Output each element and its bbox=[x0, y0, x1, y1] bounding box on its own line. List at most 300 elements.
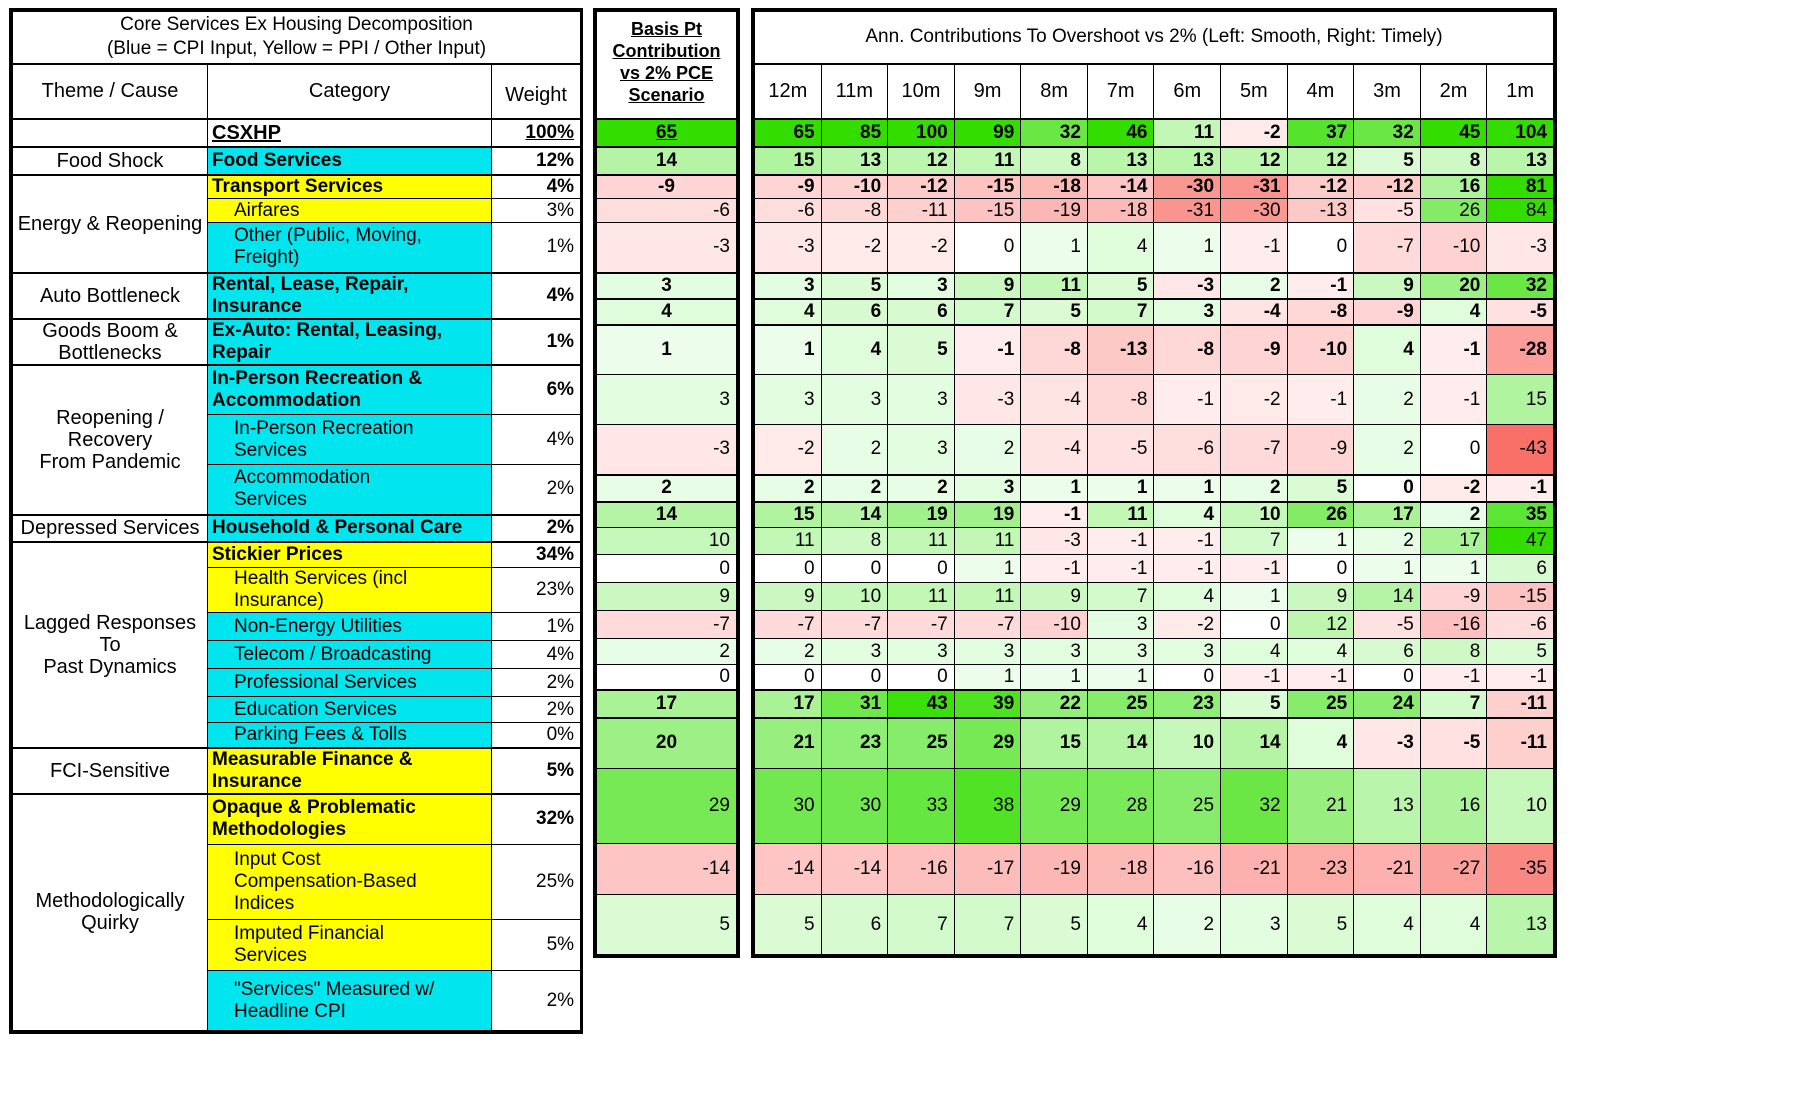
theme-cell: Food Shock bbox=[13, 147, 208, 175]
contribution-cell: 14 bbox=[1221, 718, 1288, 769]
text-line: Reopening / Recovery bbox=[56, 406, 164, 451]
contribution-cell: 6 bbox=[1487, 555, 1554, 583]
contribution-cell: 11 bbox=[954, 583, 1021, 611]
basis-point-cell: 10 bbox=[597, 528, 737, 555]
text-line: Services bbox=[234, 489, 307, 511]
contribution-cell: 3 bbox=[1154, 639, 1221, 665]
contribution-cell: 10 bbox=[1154, 718, 1221, 769]
text-line: Imputed Financial bbox=[234, 923, 384, 944]
contribution-cell: -9 bbox=[1221, 325, 1288, 375]
contribution-cell: -30 bbox=[1221, 199, 1288, 223]
contribution-cell: 3 bbox=[1021, 639, 1088, 665]
text-line: Other (Public, Moving, bbox=[234, 225, 422, 247]
contribution-cell: 4 bbox=[1087, 223, 1154, 273]
contribution-cell: -15 bbox=[954, 175, 1021, 199]
category-cell: Education Services bbox=[208, 697, 492, 723]
period-header: 1m bbox=[1487, 64, 1554, 119]
contribution-cell: 9 bbox=[1287, 583, 1354, 611]
contribution-cell: -1 bbox=[1221, 555, 1288, 583]
basis-point-cell: 65 bbox=[597, 119, 737, 147]
contribution-cell: 0 bbox=[821, 665, 888, 690]
table-row bbox=[597, 639, 737, 665]
contribution-cell: 10 bbox=[821, 583, 888, 611]
contribution-cell: 14 bbox=[821, 502, 888, 528]
table-row bbox=[755, 273, 1554, 299]
contribution-cell: 14 bbox=[1087, 718, 1154, 769]
theme-cell: Depressed Services bbox=[13, 515, 208, 542]
theme-header: Theme / Cause bbox=[13, 64, 208, 119]
category-cell: Professional Services bbox=[208, 669, 492, 697]
contribution-cell: 5 bbox=[1087, 273, 1154, 299]
contribution-cell: 8 bbox=[1420, 147, 1487, 175]
contribution-cell: 23 bbox=[1154, 690, 1221, 718]
contribution-cell: 1 bbox=[1221, 583, 1288, 611]
text-line: In-Person Recreation bbox=[234, 417, 414, 439]
header-line: Contribution bbox=[612, 41, 721, 61]
contribution-cell: 65 bbox=[755, 119, 822, 147]
category-cell bbox=[208, 415, 492, 465]
weight-cell: 2% bbox=[492, 697, 581, 723]
period-header: 11m bbox=[821, 64, 888, 119]
contribution-cell: 19 bbox=[888, 502, 955, 528]
table-row bbox=[13, 119, 581, 147]
basis-point-cell: 14 bbox=[597, 147, 737, 175]
contribution-cell: -6 bbox=[1487, 611, 1554, 639]
table-row bbox=[597, 223, 737, 273]
contribution-cell: 4 bbox=[1087, 895, 1154, 955]
period-header: 12m bbox=[755, 64, 822, 119]
contribution-cell: -5 bbox=[1087, 425, 1154, 475]
contribution-cell: -2 bbox=[1221, 375, 1288, 425]
weight-cell: 1% bbox=[492, 319, 581, 365]
table-row bbox=[755, 119, 1554, 147]
text-line: Services bbox=[234, 439, 307, 461]
contribution-cell: -1 bbox=[1287, 665, 1354, 690]
contribution-cell: 2 bbox=[954, 425, 1021, 475]
text-line: Accommodation bbox=[234, 467, 371, 489]
table-row bbox=[13, 515, 581, 542]
contribution-cell: -1 bbox=[1221, 223, 1288, 273]
contribution-cell: 29 bbox=[954, 718, 1021, 769]
contribution-cell: 5 bbox=[1287, 895, 1354, 955]
table-row bbox=[755, 528, 1554, 555]
contribution-cell: 13 bbox=[1487, 147, 1554, 175]
text-line: Methodologies bbox=[212, 819, 347, 841]
category-cell bbox=[208, 920, 492, 971]
text-line: From Pandemic bbox=[39, 450, 181, 473]
contribution-cell: -13 bbox=[1287, 199, 1354, 223]
text-line: Past Dynamics bbox=[43, 655, 177, 678]
basis-point-cell: 5 bbox=[597, 895, 737, 955]
table-row bbox=[755, 844, 1554, 895]
contribution-cell: -12 bbox=[1287, 175, 1354, 199]
basis-point-cell: 14 bbox=[597, 502, 737, 528]
contribution-cell: 25 bbox=[888, 718, 955, 769]
contribution-cell: 22 bbox=[1021, 690, 1088, 718]
text-line: "Services" Measured w/ bbox=[234, 978, 435, 1000]
basis-point-cell: -6 bbox=[597, 199, 737, 223]
weight-cell: 4% bbox=[492, 175, 581, 199]
contribution-cell: 4 bbox=[755, 299, 822, 325]
table-row bbox=[13, 147, 581, 175]
contribution-cell: 3 bbox=[1087, 611, 1154, 639]
weight-cell: 2% bbox=[492, 515, 581, 542]
weight-cell: 23% bbox=[492, 568, 581, 613]
contribution-cell: 30 bbox=[821, 769, 888, 844]
contribution-cell: -15 bbox=[954, 199, 1021, 223]
period-header: 6m bbox=[1154, 64, 1221, 119]
contribution-cell: 10 bbox=[1221, 502, 1288, 528]
table-row bbox=[13, 273, 581, 319]
contribution-cell: 81 bbox=[1487, 175, 1554, 199]
contribution-cell: 7 bbox=[1221, 528, 1288, 555]
category-cell: CSXHP bbox=[208, 119, 492, 147]
contribution-cell: 4 bbox=[1354, 895, 1421, 955]
contribution-cell: 0 bbox=[1354, 665, 1421, 690]
table-row bbox=[755, 665, 1554, 690]
table-row bbox=[755, 223, 1554, 273]
contribution-cell: -5 bbox=[1354, 611, 1421, 639]
category-cell bbox=[208, 845, 492, 920]
contribution-cell: -3 bbox=[954, 375, 1021, 425]
contribution-cell: 3 bbox=[954, 639, 1021, 665]
contributions-panel bbox=[751, 8, 1557, 958]
contribution-cell: 2 bbox=[821, 475, 888, 502]
weight-cell: 0% bbox=[492, 723, 581, 748]
table-row bbox=[597, 718, 737, 769]
contribution-cell: -6 bbox=[1154, 425, 1221, 475]
basis-point-cell: 3 bbox=[597, 273, 737, 299]
contribution-cell: 4 bbox=[1154, 583, 1221, 611]
contribution-cell: 17 bbox=[755, 690, 822, 718]
contribution-cell: -1 bbox=[1487, 665, 1554, 690]
contribution-cell: -8 bbox=[1021, 325, 1088, 375]
contribution-cell: -10 bbox=[1287, 325, 1354, 375]
weight-cell: 4% bbox=[492, 415, 581, 465]
contribution-cell: -1 bbox=[1487, 475, 1554, 502]
contribution-cell: 35 bbox=[1487, 502, 1554, 528]
basis-point-table bbox=[596, 11, 737, 955]
contribution-cell: 32 bbox=[1354, 119, 1421, 147]
contribution-cell: -13 bbox=[1087, 325, 1154, 375]
contribution-cell: 38 bbox=[954, 769, 1021, 844]
contribution-cell: 0 bbox=[755, 555, 822, 583]
contribution-cell: -17 bbox=[954, 844, 1021, 895]
table-row bbox=[597, 844, 737, 895]
contribution-cell: -8 bbox=[821, 199, 888, 223]
table-row bbox=[13, 365, 581, 415]
text-line: Quirky bbox=[81, 912, 139, 935]
contribution-cell: 25 bbox=[1287, 690, 1354, 718]
contribution-cell: 5 bbox=[1021, 895, 1088, 955]
theme-cell bbox=[13, 365, 208, 515]
contribution-cell: 99 bbox=[954, 119, 1021, 147]
contribution-cell: -1 bbox=[1087, 555, 1154, 583]
theme-cell: Auto Bottleneck bbox=[13, 273, 208, 319]
contribution-cell: -1 bbox=[1154, 528, 1221, 555]
contribution-cell: -6 bbox=[755, 199, 822, 223]
contribution-cell: 4 bbox=[1287, 718, 1354, 769]
weight-cell: 100% bbox=[492, 119, 581, 147]
contribution-cell: -2 bbox=[755, 425, 822, 475]
theme-cell: Goods Boom & Bottlenecks bbox=[13, 319, 208, 365]
contribution-cell: 11 bbox=[888, 583, 955, 611]
basis-point-cell: -14 bbox=[597, 844, 737, 895]
contribution-cell: 7 bbox=[1420, 690, 1487, 718]
contribution-cell: -8 bbox=[1154, 325, 1221, 375]
contribution-cell: 21 bbox=[755, 718, 822, 769]
contribution-cell: 100 bbox=[888, 119, 955, 147]
contribution-cell: 32 bbox=[1221, 769, 1288, 844]
contribution-cell: 29 bbox=[1021, 769, 1088, 844]
table-row bbox=[755, 475, 1554, 502]
table-row bbox=[597, 175, 737, 199]
header-line: Scenario bbox=[628, 85, 705, 105]
contribution-cell: 8 bbox=[1420, 639, 1487, 665]
basis-point-cell: 4 bbox=[597, 299, 737, 325]
contribution-cell: 5 bbox=[1354, 147, 1421, 175]
decomposition-table bbox=[12, 11, 581, 1031]
contribution-cell: 0 bbox=[888, 665, 955, 690]
contribution-cell: 0 bbox=[1287, 555, 1354, 583]
contribution-cell: -14 bbox=[755, 844, 822, 895]
contribution-cell: 17 bbox=[1420, 528, 1487, 555]
contribution-cell: 3 bbox=[821, 375, 888, 425]
contribution-cell: 0 bbox=[954, 223, 1021, 273]
category-header: Category bbox=[208, 64, 492, 119]
category-cell: Health Services (incl Insurance) bbox=[208, 568, 492, 613]
basis-point-cell: -3 bbox=[597, 425, 737, 475]
contribution-cell: 5 bbox=[1487, 639, 1554, 665]
contribution-cell: -2 bbox=[888, 223, 955, 273]
basis-point-panel bbox=[593, 8, 740, 958]
contribution-cell: 4 bbox=[1154, 502, 1221, 528]
weight-cell: 5% bbox=[492, 748, 581, 794]
contribution-cell: 9 bbox=[1354, 273, 1421, 299]
contribution-cell: 16 bbox=[1420, 175, 1487, 199]
contribution-cell: -7 bbox=[954, 611, 1021, 639]
contribution-cell: 1 bbox=[954, 665, 1021, 690]
contribution-cell: -1 bbox=[1420, 375, 1487, 425]
basis-point-cell: 20 bbox=[597, 718, 737, 769]
contribution-cell: 85 bbox=[821, 119, 888, 147]
basis-point-header bbox=[597, 12, 737, 119]
contribution-cell: -12 bbox=[1354, 175, 1421, 199]
weight-cell: 3% bbox=[492, 199, 581, 223]
contribution-cell: 8 bbox=[1021, 147, 1088, 175]
table-row bbox=[755, 299, 1554, 325]
table-row bbox=[13, 319, 581, 365]
category-cell bbox=[208, 971, 492, 1031]
header-line: vs 2% PCE bbox=[619, 63, 714, 83]
contribution-cell: 4 bbox=[1287, 639, 1354, 665]
contribution-cell: 8 bbox=[821, 528, 888, 555]
contribution-cell: 20 bbox=[1420, 273, 1487, 299]
weight-cell: 2% bbox=[492, 669, 581, 697]
contribution-cell: -8 bbox=[1087, 375, 1154, 425]
contribution-cell: 21 bbox=[1287, 769, 1354, 844]
contribution-cell: 1 bbox=[1021, 475, 1088, 502]
basis-point-cell: 2 bbox=[597, 475, 737, 502]
table-row bbox=[597, 147, 737, 175]
contribution-cell: 9 bbox=[755, 583, 822, 611]
contribution-cell: -14 bbox=[1087, 175, 1154, 199]
contribution-cell: 13 bbox=[821, 147, 888, 175]
contribution-cell: -16 bbox=[888, 844, 955, 895]
category-cell: Food Services bbox=[208, 147, 492, 175]
contribution-cell: 4 bbox=[1354, 325, 1421, 375]
contribution-cell: 47 bbox=[1487, 528, 1554, 555]
table-row bbox=[755, 895, 1554, 955]
contribution-cell: 24 bbox=[1354, 690, 1421, 718]
contribution-cell: 3 bbox=[888, 425, 955, 475]
text-line: Compensation-Based bbox=[234, 871, 417, 892]
table-row bbox=[755, 639, 1554, 665]
theme-cell: Energy & Reopening bbox=[13, 175, 208, 273]
contribution-cell: 6 bbox=[821, 895, 888, 955]
contribution-cell: 1 bbox=[954, 555, 1021, 583]
contribution-cell: -43 bbox=[1487, 425, 1554, 475]
contribution-cell: 1 bbox=[1154, 223, 1221, 273]
contributions-title: Ann. Contributions To Overshoot vs 2% (Left: Smooth, Right: Timely) bbox=[755, 12, 1554, 64]
contribution-cell: -18 bbox=[1087, 844, 1154, 895]
contribution-cell: -23 bbox=[1287, 844, 1354, 895]
contribution-cell: -7 bbox=[1221, 425, 1288, 475]
theme-cell bbox=[13, 794, 208, 1031]
contribution-cell: 26 bbox=[1420, 199, 1487, 223]
contribution-cell: 33 bbox=[888, 769, 955, 844]
contribution-cell: 2 bbox=[1154, 895, 1221, 955]
text-line: Services bbox=[234, 945, 307, 966]
text-line: Headline CPI bbox=[234, 1000, 346, 1022]
table-row bbox=[597, 528, 737, 555]
contribution-cell: 0 bbox=[1221, 611, 1288, 639]
contribution-cell: 10 bbox=[1487, 769, 1554, 844]
contribution-cell: -3 bbox=[1354, 718, 1421, 769]
category-cell: Airfares bbox=[208, 199, 492, 223]
contribution-cell: 6 bbox=[1354, 639, 1421, 665]
category-cell: Ex-Auto: Rental, Leasing, Repair bbox=[208, 319, 492, 365]
contribution-cell: -3 bbox=[1154, 273, 1221, 299]
contribution-cell: 3 bbox=[888, 639, 955, 665]
contribution-cell: -1 bbox=[1221, 665, 1288, 690]
contribution-cell: 2 bbox=[1354, 425, 1421, 475]
contribution-cell: 7 bbox=[954, 895, 1021, 955]
contribution-cell: -4 bbox=[1021, 375, 1088, 425]
contribution-cell: 15 bbox=[1487, 375, 1554, 425]
contribution-cell: 2 bbox=[1420, 502, 1487, 528]
contribution-cell: 5 bbox=[821, 273, 888, 299]
contribution-cell: 0 bbox=[888, 555, 955, 583]
contribution-cell: 32 bbox=[1487, 273, 1554, 299]
contribution-cell: 9 bbox=[954, 273, 1021, 299]
weight-cell: 2% bbox=[492, 971, 581, 1031]
table-row bbox=[597, 611, 737, 639]
contribution-cell: -16 bbox=[1420, 611, 1487, 639]
contribution-cell: -11 bbox=[1487, 690, 1554, 718]
contribution-cell: 2 bbox=[755, 475, 822, 502]
weight-cell: 6% bbox=[492, 365, 581, 415]
contribution-cell: -14 bbox=[821, 844, 888, 895]
category-cell bbox=[208, 365, 492, 415]
category-cell: Non-Energy Utilities bbox=[208, 613, 492, 641]
contribution-cell: 2 bbox=[821, 425, 888, 475]
basis-point-cell: -9 bbox=[597, 175, 737, 199]
contribution-cell: 31 bbox=[821, 690, 888, 718]
contribution-cell: 0 bbox=[1154, 665, 1221, 690]
contribution-cell: 4 bbox=[1420, 299, 1487, 325]
contribution-cell: -18 bbox=[1087, 199, 1154, 223]
theme-cell bbox=[13, 119, 208, 147]
table-row bbox=[755, 199, 1554, 223]
table-row bbox=[13, 794, 581, 845]
table-row bbox=[597, 690, 737, 718]
contribution-cell: -18 bbox=[1021, 175, 1088, 199]
table-row bbox=[755, 375, 1554, 425]
basis-point-cell: 2 bbox=[597, 639, 737, 665]
table-row bbox=[597, 119, 737, 147]
contribution-cell: 11 bbox=[1087, 502, 1154, 528]
contribution-cell: 28 bbox=[1087, 769, 1154, 844]
contribution-cell: -9 bbox=[1287, 425, 1354, 475]
table-row bbox=[597, 555, 737, 583]
contribution-cell: -7 bbox=[1354, 223, 1421, 273]
contribution-cell: 11 bbox=[954, 528, 1021, 555]
table-row bbox=[755, 769, 1554, 844]
basis-point-cell: -3 bbox=[597, 223, 737, 273]
table-row bbox=[597, 769, 737, 844]
weight-cell: 32% bbox=[492, 794, 581, 845]
contribution-cell: 45 bbox=[1420, 119, 1487, 147]
period-header: 8m bbox=[1021, 64, 1088, 119]
contribution-cell: -10 bbox=[821, 175, 888, 199]
category-cell: Telecom / Broadcasting bbox=[208, 641, 492, 669]
table-row bbox=[597, 895, 737, 955]
contribution-cell: 7 bbox=[1087, 583, 1154, 611]
contribution-cell: -31 bbox=[1221, 175, 1288, 199]
contribution-cell: 14 bbox=[1354, 583, 1421, 611]
contribution-cell: -5 bbox=[1354, 199, 1421, 223]
table-row bbox=[597, 199, 737, 223]
contribution-cell: 17 bbox=[1354, 502, 1421, 528]
period-header: 4m bbox=[1287, 64, 1354, 119]
text-line: Lagged Responses To bbox=[23, 611, 197, 656]
contribution-cell: 13 bbox=[1354, 769, 1421, 844]
contribution-cell: 25 bbox=[1087, 690, 1154, 718]
contribution-cell: 3 bbox=[821, 639, 888, 665]
contribution-cell: -9 bbox=[755, 175, 822, 199]
contribution-cell: 1 bbox=[1021, 223, 1088, 273]
contribution-cell: 2 bbox=[888, 475, 955, 502]
table-row bbox=[597, 325, 737, 375]
contribution-cell: 3 bbox=[954, 475, 1021, 502]
basis-point-cell: 1 bbox=[597, 325, 737, 375]
basis-point-cell: -7 bbox=[597, 611, 737, 639]
contribution-cell: 6 bbox=[888, 299, 955, 325]
contribution-cell: -3 bbox=[1021, 528, 1088, 555]
contribution-cell: 37 bbox=[1287, 119, 1354, 147]
contribution-cell: 4 bbox=[821, 325, 888, 375]
weight-cell: 12% bbox=[492, 147, 581, 175]
title-line: (Blue = CPI Input, Yellow = PPI / Other Input) bbox=[106, 38, 487, 60]
theme-cell bbox=[13, 542, 208, 748]
weight-cell: 1% bbox=[492, 613, 581, 641]
basis-point-cell: 0 bbox=[597, 665, 737, 690]
contribution-cell: 2 bbox=[1221, 273, 1288, 299]
period-header: 2m bbox=[1420, 64, 1487, 119]
table-row bbox=[597, 299, 737, 325]
contribution-cell: 4 bbox=[1420, 895, 1487, 955]
